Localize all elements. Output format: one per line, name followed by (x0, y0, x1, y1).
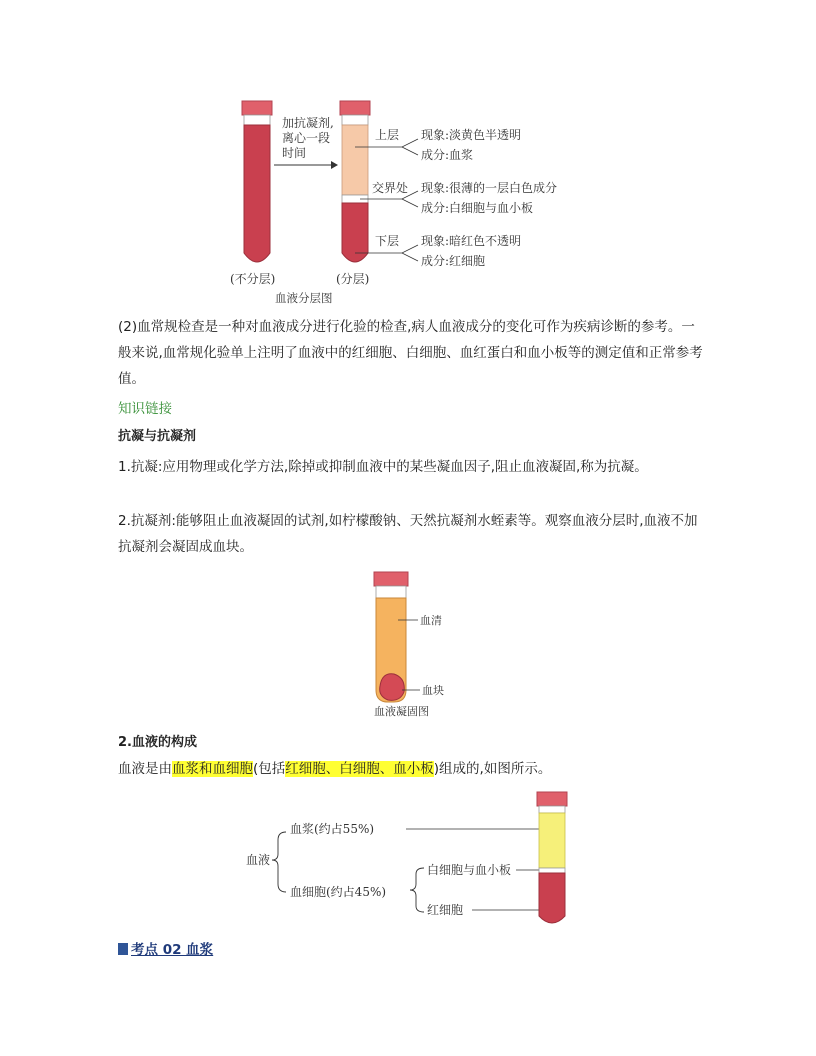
arrow-label-line3: 时间 (282, 146, 307, 160)
section2-text (118, 756, 703, 782)
lower-component: 成分:红细胞 (421, 254, 486, 268)
kaodian-heading (118, 938, 213, 958)
upper-layer-label: 上层 (375, 128, 400, 142)
serum-label: 血清 (420, 614, 442, 627)
blood-layering-figure (220, 95, 600, 310)
blood-clot-figure (360, 568, 470, 718)
tube-separated (340, 101, 370, 262)
process-arrow-head (331, 161, 338, 169)
blood-label: 血液 (246, 853, 271, 867)
arrow-label-line2: 离心一段 (282, 131, 331, 145)
upper-component: 成分:血浆 (421, 148, 474, 162)
kaodian-title: 考点 02 血浆 (131, 942, 214, 958)
clot-label: 血块 (422, 684, 444, 697)
lower-phenomenon: 现象:暗红色不透明 (421, 234, 522, 248)
blood-composition-figure (240, 788, 580, 933)
tube1-caption: (不分层) (230, 272, 276, 286)
interface-label: 交界处 (372, 181, 409, 195)
tube-unseparated (242, 101, 272, 262)
item-anticoagulation: 1.抗凝:应用物理或化学方法,除掉或抑制血液中的某些凝血因子,阻止血液凝固,称为抗凝。 (118, 459, 648, 475)
highlight-cell-types: 红细胞、白细胞、血小板 (285, 761, 434, 777)
heading-marker (118, 943, 128, 955)
item-anticoagulant: 2.抗凝剂:能够阻止血液凝固的试剂,如柠檬酸钠、天然抗凝剂水蛭素等。观察血液分层时,血液不加抗凝剂会凝固成血块。 (118, 513, 698, 555)
paragraph-blood-test: (2)血常规检查是一种对血液成分进行化验的检查,病人血液成分的变化可作为疾病诊断的参考。一般来说,血常规化验单上注明了血液中的红细胞、白细胞、血红蛋白和血小板等的测定值和正常参考值。 (118, 319, 703, 387)
upper-phenomenon: 现象:淡黄色半透明 (421, 128, 522, 142)
cells-label: 血细胞(约占45%) (290, 885, 387, 899)
section2-text-mid: (包括 (253, 761, 286, 777)
figure2-title: 血液凝固图 (374, 705, 429, 718)
interface-phenomenon: 现象:很薄的一层白色成分 (421, 181, 558, 195)
composition-tube (537, 792, 567, 923)
tube2-caption: (分层) (336, 272, 370, 286)
rbc-label: 红细胞 (427, 903, 464, 917)
anticoagulation-subheading: 抗凝与抗凝剂 (118, 429, 197, 444)
section2-title: 2.血液的构成 (118, 735, 197, 750)
plasma-label: 血浆(约占55%) (290, 822, 375, 836)
knowledge-link-heading: 知识链接 (118, 401, 172, 417)
section2-text-post: )组成的,如图所示。 (433, 761, 552, 777)
figure1-title: 血液分层图 (275, 291, 333, 305)
highlight-plasma-cells: 血浆和血细胞 (172, 761, 253, 777)
lower-layer-label: 下层 (375, 234, 400, 248)
interface-component: 成分:白细胞与血小板 (421, 201, 534, 215)
arrow-label-line1: 加抗凝剂, (282, 116, 334, 130)
section2-text-pre: 血液是由 (118, 761, 172, 777)
wbc-platelet-label: 白细胞与血小板 (427, 863, 512, 877)
